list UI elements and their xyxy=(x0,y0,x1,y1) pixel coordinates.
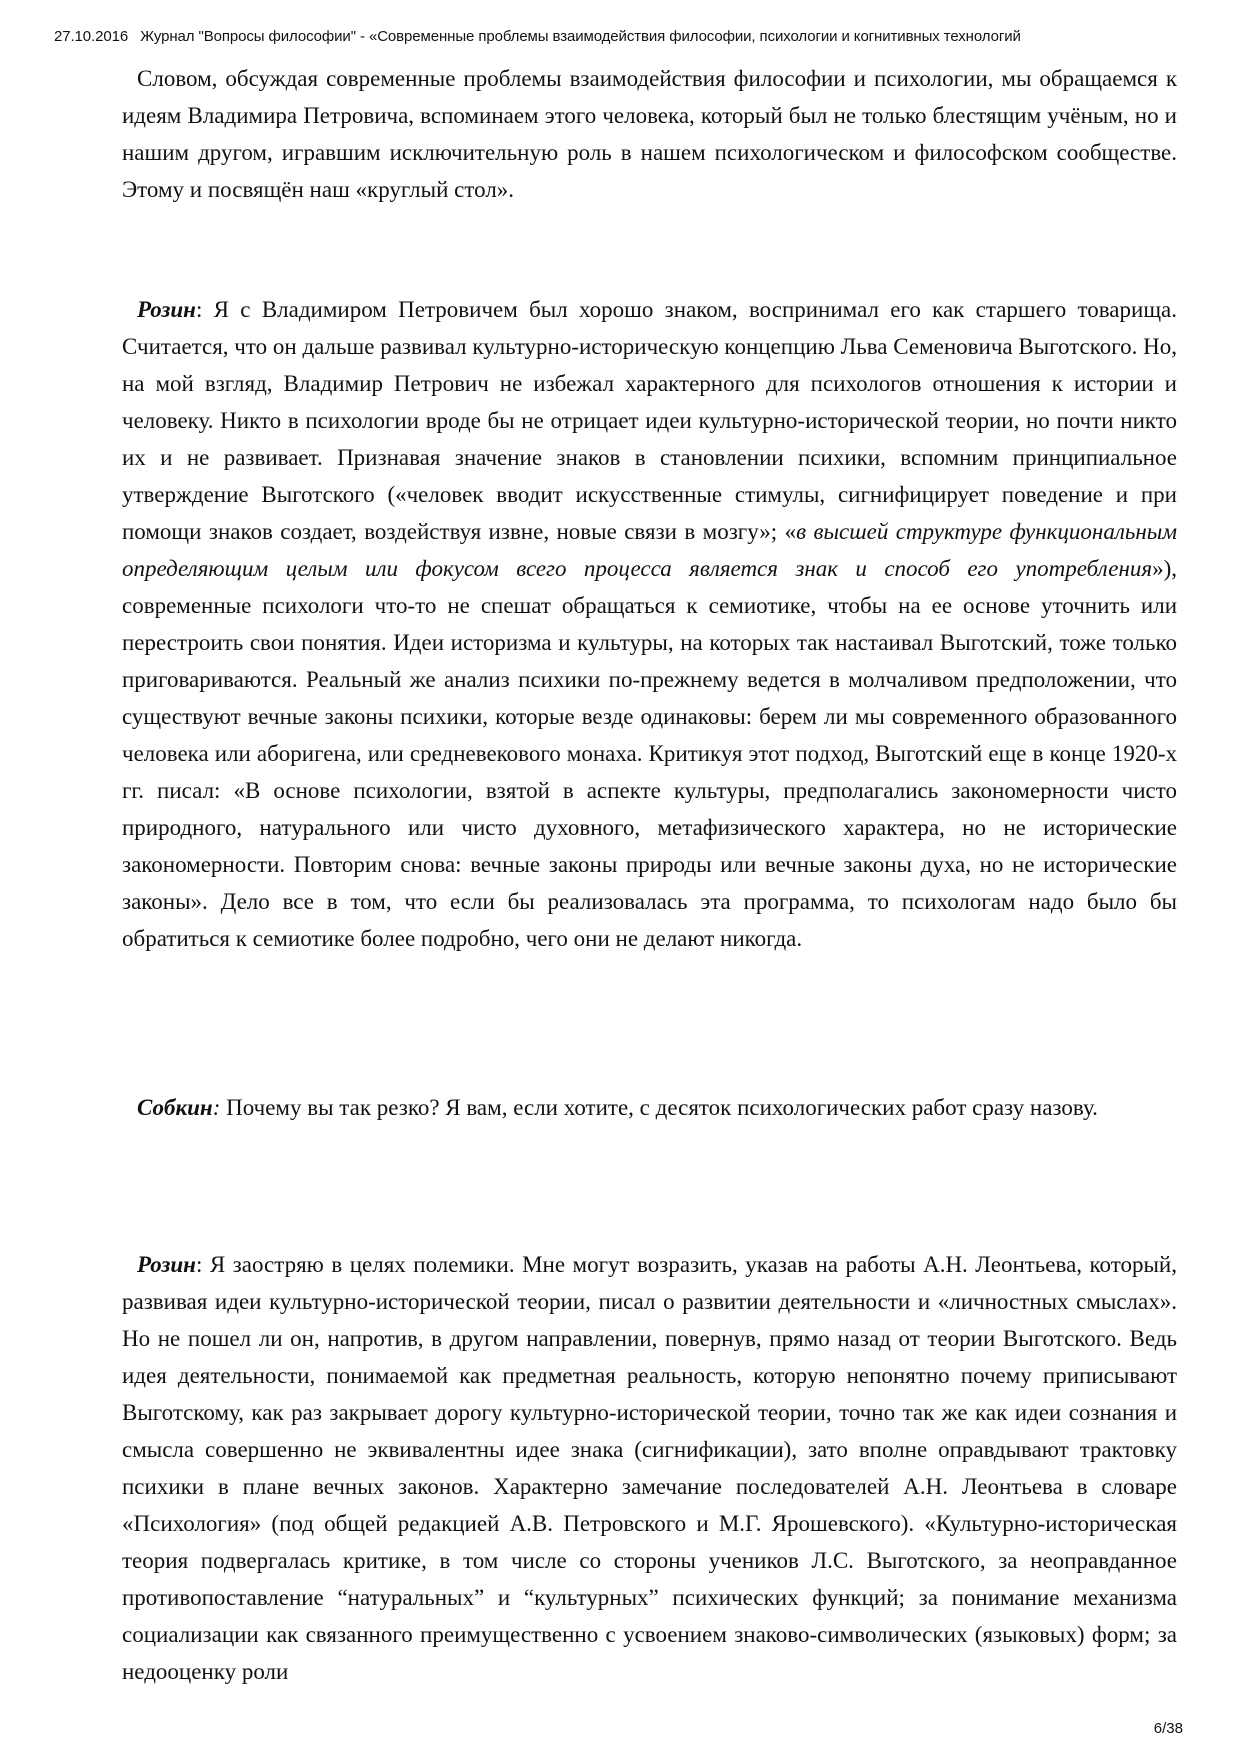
speaker-separator: : xyxy=(195,297,203,322)
page-header xyxy=(54,28,1204,45)
page-number: 6/38 xyxy=(1153,1720,1183,1737)
paragraph-text: Я заостряю в целях полемики. Мне могут возразить, указав на работы А.Н. Леонтьева, который, развивая идеи культурно-исторической теории, писал о развитии деятельности и «личностных смыслах». Но не пошел ли он, напротив, в другом направлении, повернув, прямо назад от теории Выготского. Ведь идея деятельности, понимаемой как предметная реальность, которую непонятно почему приписывают Выготскому, как раз закрывает дорогу культурно-исторической теории, точно так же как идеи сознания и смысла совершенно не эквивалентны идее знака (сигнификации), зато вполне оправдывают трактовку психики в плане вечных законов. Характерно замечание последователей А.Н. Леонтьева в словаре «Психология» (под общей редакцией А.В. Петровского и М.Г. Ярошевского). «Культурно-историческая теория подвергалась критике, в том числе со стороны учеников Л.С. Выготского, за неоправданное противопоставление “натуральных” и “культурных” психических функций; за понимание механизма социализации как связанного преимущественно с усвоением знаково-символических (языковых) форм; за недооценку роли xyxy=(122,1252,1177,1684)
speaker-separator: : xyxy=(212,1095,221,1120)
speaker-name: Розин xyxy=(137,1252,196,1277)
speaker-separator: : xyxy=(195,1252,203,1277)
paragraph-text-continued: »), современные психологи что-то не спешат обращаться к семиотике, чтобы на ее основе уточнить или перестроить свои понятия. Идеи историзма и культуры, на которых так настаивал Выготский, тоже только приговариваются. Реальный же анализ психики по-прежнему ведется в молчаливом предположении, что существуют вечные законы психики, которые везде одинаковы: берем ли мы современного образованного человека или аборигена, или средневекового монаха. Критикуя этот подход, Выготский еще в конце 1920-х гг. писал: «В основе психологии, взятой в аспекте культуры, предполагались закономерности чисто природного, натурального или чисто духовного, метафизического характера, но не исторические закономерности. Повторим снова: вечные законы природы или вечные законы духа, но не исторические законы». Дело все в том, что если бы реализовалась эта программа, то психологам надо было бы обратиться к семиотике более подробно, чего они не делают никогда. xyxy=(122,556,1177,951)
paragraph-rozin-1 xyxy=(122,291,1177,957)
header-date: 27.10.2016 xyxy=(54,28,129,45)
emphasized-quote: в высшей структуре функциональным определяющим целым или фокусом всего процесса является знак и способ его употребления xyxy=(122,519,1177,581)
speaker-name: Розин xyxy=(137,297,196,322)
speaker-name: Собкин xyxy=(137,1095,213,1120)
paragraph-text: Я с Владимиром Петровичем был хорошо знаком, воспринимал его как старшего товарища. Считается, что он дальше развивал культурно-историческую концепцию Льва Семеновича Выготского. Но, на мой взгляд, Владимир Петрович не избежал характерного для психологов отношения к истории и человеку. Никто в психологии вроде бы не отрицает идеи культурно-исторической теории, но почти никто их и не развивает. Признавая значение знаков в становлении психики, вспомним принципиальное утверждение Выготского («человек вводит искусственные стимулы, сигнифицирует поведение и при помощи знаков создает, воздействуя извне, новые связи в мозгу»; « xyxy=(122,297,1177,544)
paragraph-rozin-2 xyxy=(122,1246,1177,1690)
header-title: Журнал "Вопросы философии" - «Современные проблемы взаимодействия философии, психологии и когнитивных технологий xyxy=(140,28,1021,45)
paragraph-intro xyxy=(122,60,1177,208)
paragraph-sobkin xyxy=(122,1089,1177,1126)
paragraph-text: Почему вы так резко? Я вам, если хотите, с десяток психологических работ сразу назову. xyxy=(220,1095,1098,1120)
paragraph-text: Словом, обсуждая современные проблемы взаимодействия философии и психологии, мы обращаемся к идеям Владимира Петровича, вспоминаем этого человека, который был не только блестящим учёным, но и нашим другом, игравшим исключительную роль в нашем психологическом и философском сообществе. Этому и посвящён наш «круглый стол». xyxy=(122,66,1177,202)
